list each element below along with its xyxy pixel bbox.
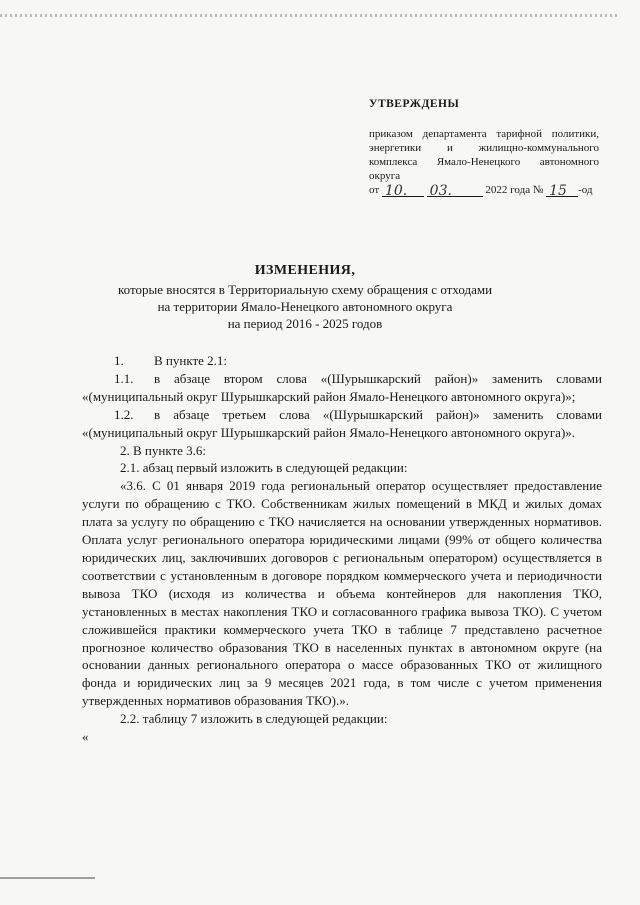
- item-1-1-number: 1.1.: [114, 370, 134, 386]
- handwritten-number: 15: [549, 183, 567, 199]
- item-1-1: [82, 370, 602, 406]
- item-1-text: В пункте 2.1:: [154, 353, 228, 368]
- approval-block: [369, 97, 599, 197]
- quote-3-6: «3.6. С 01 января 2019 года региональный оператор осуществляет предоставление услуги по обращению с ТКО. Собственникам жилых помещений в МКД и жилых домах плата за услугу по обращению с ТКО начисляется на основании утвержденных нормативов. Оплата услуг регионального оператора юридическими лицами (99% от общего количества юридических лиц, заключивших договоров с региональным оператором) осуществляется в соответствии с установленным в договоре порядком коммерческого учета и периодичности вывоза ТКО (исходя из количества и объема контейнеров для накопления ТКО, установленных в местах накопления ТКО и согласованного графика вывоза ТКО). С учетом сложившейся практики коммерческого учета ТКО в таблице 7 представлено расчетное прогнозное количество образования ТКО в населенных пунктах в автономном округе (на основании данных регионального оператора о массе образованных ТКО от жилищного фонда и юридических лиц за 9 месяцев 2021 года, в том числе с учетом применения утвержденных нормативов образования ТКО).».: [82, 478, 602, 709]
- document-heading: [70, 262, 540, 332]
- item-1-2-number: 1.2.: [114, 406, 134, 422]
- item-2-1: 2.1. абзац первый изложить в следующей редакции:: [120, 460, 408, 476]
- approved-title: УТВЕРЖДЕНЫ: [369, 98, 460, 110]
- heading-line-2: на территории Ямало-Ненецкого автономного округа: [157, 299, 453, 314]
- item-1-1-text: в абзаце втором слова «(Шурышкарский район)» заменить словами «(муниципальный округ Шурышкарский район Ямало-Ненецкого автономного округа)»;: [82, 370, 602, 404]
- month-blank: [427, 184, 483, 197]
- heading-line-1: которые вносятся в Территориальную схему обращения с отходами: [117, 282, 493, 297]
- year-text: 2022 года №: [485, 184, 544, 196]
- item-1-2-text: в абзаце третьем слова «(Шурышкарский район)» заменить словами «(муниципальный округ Шурышкарский район Ямало-Ненецкого автономного округа)».: [82, 406, 602, 440]
- item-1: [82, 352, 602, 370]
- open-quote: «: [82, 729, 89, 745]
- date-prefix: от: [369, 184, 380, 196]
- scan-artifact-top: [0, 14, 620, 17]
- heading-line-3: на период 2016 - 2025 годов: [227, 316, 383, 331]
- order-reference: приказом департамента тарифной политики, энергетики и жилищно-коммунального комплекса Ямало-Ненецкого автономного округа: [369, 128, 599, 182]
- item-1-number: 1.: [114, 353, 124, 368]
- day-blank: [382, 184, 424, 197]
- number-suffix: -од: [578, 184, 593, 196]
- handwritten-month: 03.: [429, 183, 452, 199]
- handwritten-day: 10.: [384, 183, 408, 199]
- order-date-line: [369, 183, 599, 197]
- number-blank: [546, 184, 578, 197]
- scan-artifact-bottom: [0, 877, 95, 879]
- item-2: 2. В пункте 3.6:: [120, 442, 207, 458]
- document-body: [82, 352, 602, 746]
- item-2-2: 2.2. таблицу 7 изложить в следующей редакции:: [120, 711, 388, 727]
- heading-title: ИЗМЕНЕНИЯ,: [254, 263, 356, 278]
- item-1-2: [82, 406, 602, 442]
